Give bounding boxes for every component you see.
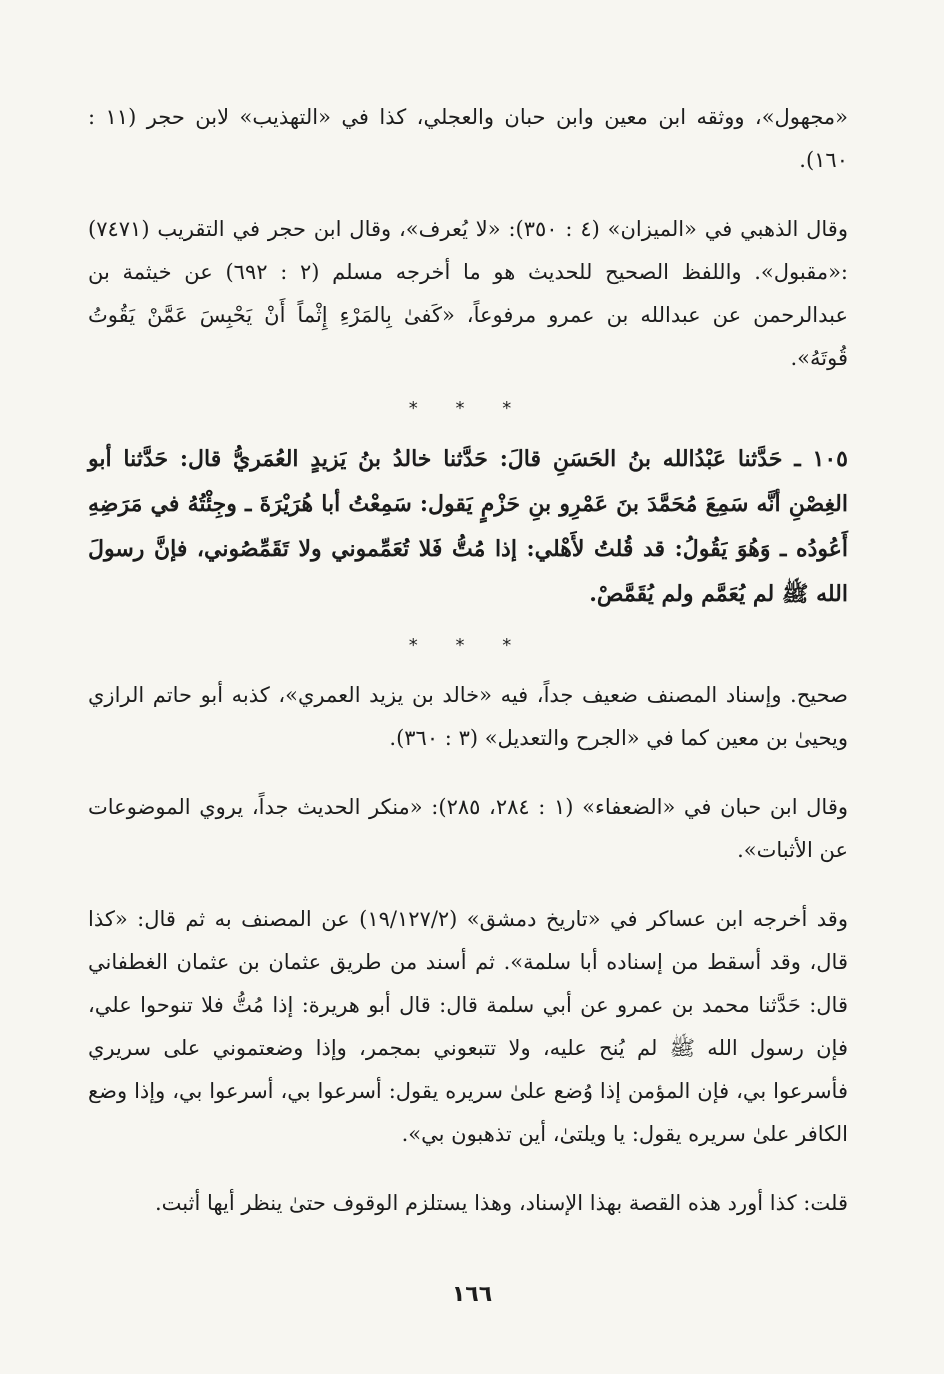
page-body	[88, 96, 848, 1225]
separator-1: * * *	[408, 398, 528, 419]
paragraph-7: قلت: كذا أورد هذه القصة بهذا الإسناد، وهذا يستلزم الوقوف حتىٰ ينظر أيها أثبت.	[154, 1191, 848, 1215]
paragraph-4: صحيح. وإسناد المصنف ضعيف جداً، فيه «خالد بن يزيد العمري»، كذبه أبو حاتم الرازي ويحيىٰ بن معين كما في «الجرح والتعديل» (٣ : ٣٦٠).	[88, 683, 848, 750]
paragraph-5: وقال ابن حبان في «الضعفاء» (١ : ٢٨٤، ٢٨٥): «منكر الحديث جداً، يروي الموضوعات عن الأثبات».	[88, 795, 848, 862]
paragraph-1: «مجهول»، ووثقه ابن معين وابن حبان والعجلي، كذا في «التهذيب» لابن حجر (١١ : ١٦٠).	[88, 105, 848, 172]
separator-2: * * *	[408, 635, 528, 656]
paragraph-6: وقد أخرجه ابن عساكر في «تاريخ دمشق» (١٩/١٢٧/٢) عن المصنف به ثم قال: «كذا قال، وقد أسقط من إسناده أبا سلمة». ثم أسند من طريق عثمان بن عثمان الغطفاني قال: حَدَّثنا محمد بن عمرو عن أبي سلمة قال: قال أبو هريرة: إذا مُتُّ فلا تنوحوا علي، فإن رسول الله ﷺ لم يُنح عليه، ولا تتبعوني بمجمر، وإذا وضعتموني على سريري فأسرعوا بي، فإن المؤمن إذا وُضع علىٰ سريره يقول: أسرعوا بي، أسرعوا بي، وإذا وضع الكافر علىٰ سريره يقول: يا ويلتىٰ، أين تذهبون بي».	[88, 907, 848, 1146]
paragraph-2: وقال الذهبي في «الميزان» (٤ : ٣٥٠): «لا يُعرف»، وقال ابن حجر في التقريب (٧٤٧١) :«مقبول». واللفظ الصحيح للحديث هو ما أخرجه مسلم (٢ : ٦٩٢) عن خيثمة بن عبدالرحمن عن عبدالله بن عمرو مرفوعاً، «كَفىٰ بِالمَرْءِ إِثْماً أَنْ يَحْبِسَ عَمَّنْ يَقُوتُ قُوتَهُ».	[88, 217, 848, 370]
page-number: ١٦٦	[451, 1282, 493, 1307]
hadith-105: ١٠٥ ـ حَدَّثنا عَبْدُالله بنُ الحَسَنِ قالَ: حَدَّثنا خالدُ بنُ يَزيدٍ العُمَريُّ قال: حَدَّثنا أبو الغِصْنِ أنَّه سَمِعَ مُحَمَّدَ بنَ عَمْرِو بنِ حَزْمٍ يَقول: سَمِعْتُ أبا هُرَيْرَةَ ـ وجِئْتُهُ في مَرَضِهِ أَعُودُه ـ وَهُوَ يَقُولُ: قد قُلتُ لأَهْلي: إذا مُتُّ فَلا تُعَمِّموني ولا تَقَمِّصُوني، فإنَّ رسولَ الله ﷺ لم يُعَمَّم ولم يُقَمَّصْ.	[88, 446, 848, 607]
